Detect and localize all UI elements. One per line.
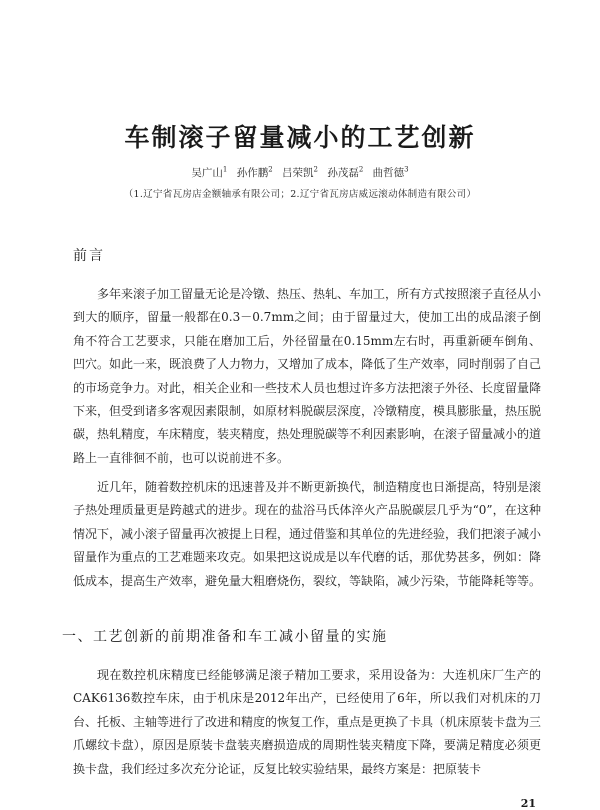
author-line [0,165,600,180]
affiliation: （1.辽宁省瓦房店金额轴承有限公司；2.辽宁省瓦房店威远滚动体制造有限公司） [123,189,477,200]
section-heading: 一、工艺创新的前期准备和车工减小留量的实施 [62,629,388,645]
author: 孙作鹏$^2$ [236,165,273,179]
author: 吴广山$^1$ [191,165,228,179]
body-paragraph: 现在数控机床精度已经能够满足滚子精加工要求，采用设备为：大连机床厂生产的CAK6136数控车床，由于机床是2012年出产，已经使用了6年，所以我们对机床的刀台、托板、主轴等进行了改进和精度的恢复工作，重点是更换了卡具（机床原装卡盘为三爪螺纹卡盘），原因是原装卡盘装夹磨损造成的周期性装夹精度下降，要满足精度必须更换卡盘，我们经过多次充分论证，反复比较实验结果，最终方案是：把原装卡 [73,668,542,776]
article-title: 车制滚子留量减小的工艺创新 [124,123,476,152]
author: 吕荣凯$^2$ [282,165,318,179]
author: 孙茂磊$^2$ [327,165,364,179]
preface-heading: 前言 [73,248,105,264]
body-paragraph: 多年来滚子加工留量无论是冷镦、热压、热轧、车加工，所有方式按照滚子直径从小到大的顺序，留量一般都在0.3－0.7mm之间；由于留量过大，使加工出的成品滚子倒角不符合工艺要求，只能在磨加工后，外径留量在0.15mm左右时，再重新硬车倒角、凹穴。如此一来，既浪费了人力物力，又增加了成本，降低了生产效率，同时削弱了自己的市场竞争力。对此，相关企业和一些技术人员也想过许多方法把滚子外径、长度留量降下来，但受到诸多客观因素限制，如原材料脱碳层深度，冷镦精度，模具膨胀量，热压脱碳，热轧精度，车床精度，装夹精度，热处理脱碳等不利因素影响，在滚子留量减小的道路上一直徘徊不前，也可以说前进不多。 [73,287,542,465]
body-paragraph: 近几年，随着数控机床的迅速普及并不断更新换代，制造精度也日渐提高，特别是滚子热处理质量更是跨越式的进步。现在的盐浴马氏体淬火产品脱碳层几乎为“0”，在这种情况下，减小滚子留量再次被提上日程，通过借鉴和其单位的先进经验，我们把滚子减小留量作为重点的工艺难题来攻克。如果把这说成是以车代磨的话，那优势甚多，例如：降低成本，提高生产效率，避免量大粗磨烧伤，裂纹，等缺陷，减少污染，节能降耗等等。 [73,480,542,588]
author: 曲哲德$^3$ [372,165,409,179]
page-number: 21 [520,797,536,810]
